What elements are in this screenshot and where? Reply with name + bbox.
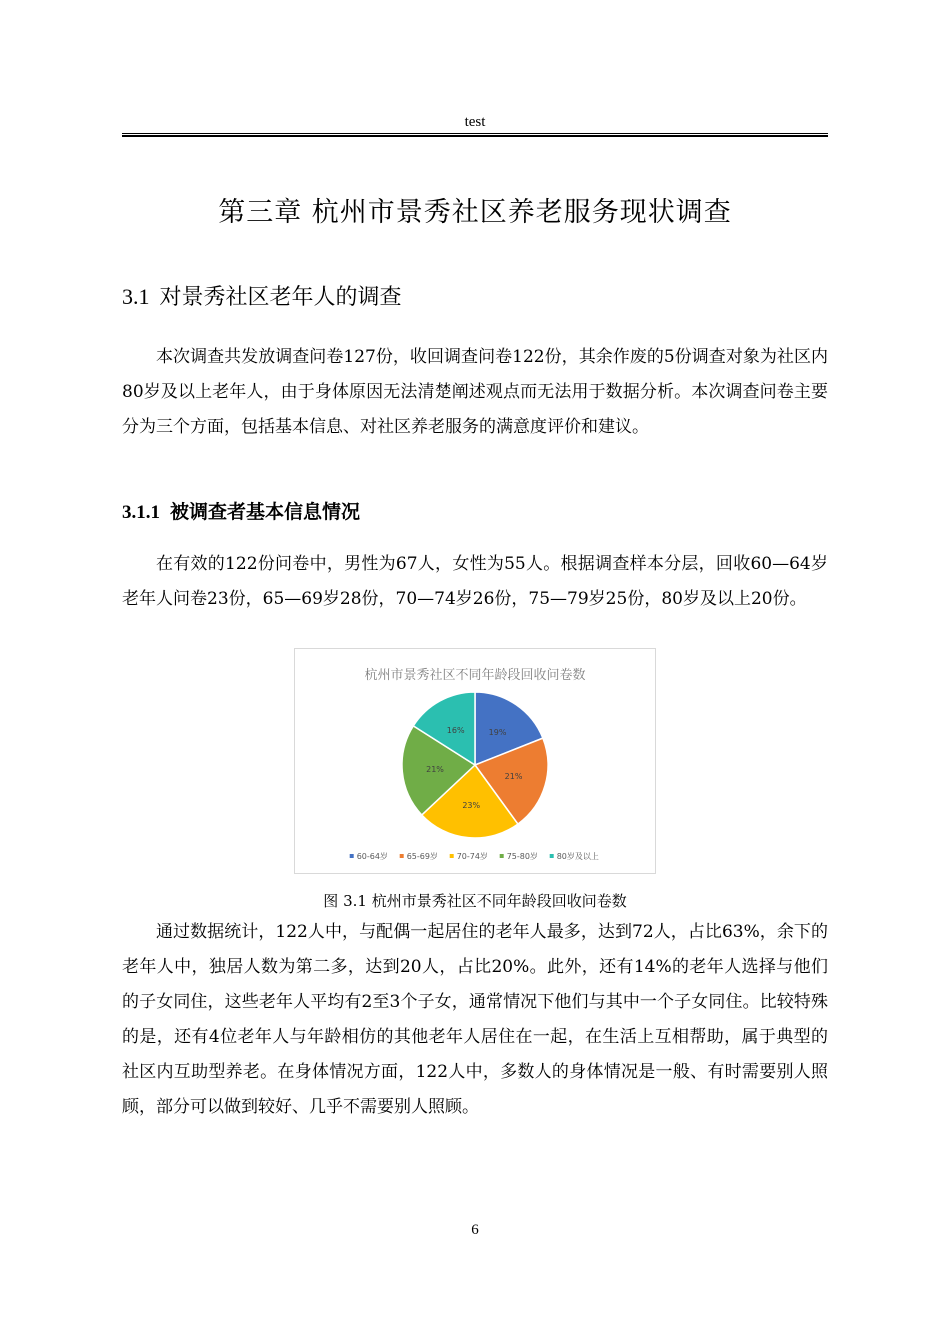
running-header: test: [464, 114, 486, 130]
header-rule: [122, 133, 828, 137]
pie-slices: [402, 692, 548, 838]
legend-swatch-2: [400, 854, 404, 858]
section-title-text: 对景秀社区老年人的调查: [159, 285, 402, 310]
legend-swatch-3: [450, 854, 454, 858]
legend-swatch-4: [500, 854, 504, 858]
paragraph-living-arrangements: 通过数据统计，122人中，与配偶一起居住的老年人最多，达到72人，占比63%，余下的老年人中，独居人数为第二多，达到20人，占比20%。此外，还有14%的老年人选择与他们的子女同住，这些老年人平均有2至3个子女，通常情况下他们与其中一个子女同住。比较特殊的是，还有4位老年人与年龄相仿的其他老年人居住在一起，在生活上互相帮助，属于典型的社区内互助型养老。在身体情况方面，122人中，多数人的身体情况是一般、有时需要别人照顾，部分可以做到较好、几乎不需要别人照顾。: [122, 922, 828, 1117]
chapter-title: 第三章 杭州市景秀社区养老服务现状调查: [218, 197, 732, 228]
pie-data-label-3: 23%: [462, 800, 481, 810]
pie-chart-figure: [294, 648, 656, 874]
pie-data-label-5: 16%: [446, 725, 465, 735]
section-heading: [122, 280, 402, 311]
legend-swatch-5: [550, 854, 554, 858]
legend-label-2: 65-69岁: [406, 852, 438, 861]
pie-data-label-1: 19%: [488, 727, 507, 737]
section-number: 3.1: [122, 284, 150, 309]
page-number: 6: [471, 1222, 479, 1238]
legend-swatch-1: [350, 854, 354, 858]
figure-caption: 图 3.1 杭州市景秀社区不同年龄段回收问卷数: [323, 892, 627, 910]
legend-label-4: 75-80岁: [506, 852, 538, 861]
legend-label-1: 60-64岁: [356, 852, 388, 861]
legend-label-3: 70-74岁: [456, 852, 488, 861]
subsection-title-text: 被调查者基本信息情况: [170, 501, 361, 523]
paragraph-survey-overview: 本次调查共发放调查问卷127份，收回调查问卷122份，其余作废的5份调查对象为社区内80岁及以上老年人，由于身体原因无法清楚阐述观点而无法用于数据分析。本次调查问卷主要分为三个方面，包括基本信息、对社区养老服务的满意度评价和建议。: [122, 347, 828, 437]
pie-data-label-2: 21%: [504, 772, 523, 782]
paragraph-respondent-info: 在有效的122份问卷中，男性为67人，女性为55人。根据调查样本分层，回收60—64岁老年人问卷23份，65—69岁28份，70—74岁26份，75—79岁25份，80岁及以上20份。: [122, 554, 828, 609]
subsection-heading: [122, 497, 360, 524]
chart-legend: [350, 851, 599, 861]
legend-label-5: 80岁及以上: [556, 852, 599, 861]
pie-data-label-4: 21%: [426, 764, 444, 774]
pie-chart: [295, 649, 655, 873]
subsection-number: 3.1.1: [122, 502, 160, 523]
chart-title: 杭州市景秀社区不同年龄段回收问卷数: [364, 668, 586, 683]
